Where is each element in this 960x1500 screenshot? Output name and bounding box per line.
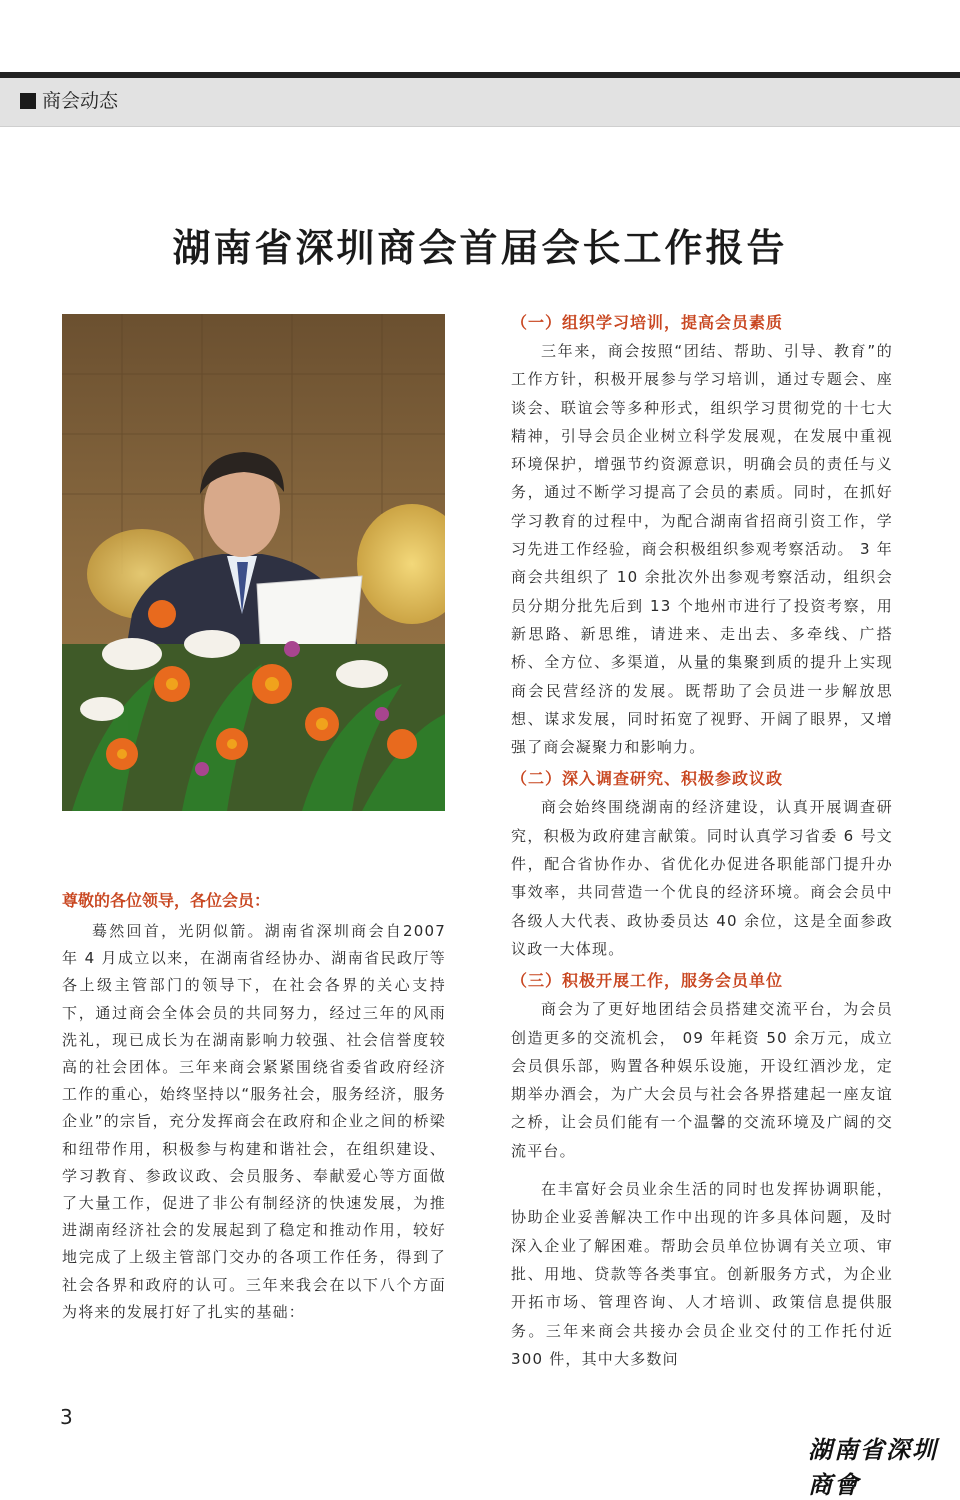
right-column [511,309,893,1373]
article-title: 湖南省深圳商会首届会长工作报告 [172,225,788,271]
section-1-paragraph: 三年来，商会按照“团结、帮助、引导、教育”的工作方针，积极开展参与学习培训，通过专题会、座谈会、联谊会等多种形式，组织学习贯彻党的十七大精神，引导会员企业树立科学发展观，在发展中重视环境保护，增强节约资源意识，明确会员的责任与义务，通过不断学习提高了会员的素质。同时，在抓好学习教育的过程中，为配合湖南省招商引资工作，学习先进工作经验，商会积极组织参观考察活动。 3 年商会共组织了 10 余批次外出参观考察活动，组织会员分期分批先后到 13 个地州市进行了投资考察，用新思路、新思维，请进来、走出去、多牵线、广搭桥、全方位、多渠道，从量的集聚到质的提升上实现商会民营经济的发展。既帮助了会员进一步解放思想、谋求发展，同时拓宽了视野、开阔了眼界，又增强了商会凝聚力和影响力。 [511,342,893,757]
section-heading-1: （一）组织学习培训，提高会员素质 [511,313,784,332]
section-3-paragraph-1: 商会为了更好地团结会员搭建交流平台，为会员创造更多的交流机会， 09 年耗资 50 余万元，成立会员俱乐部，购置各种娱乐设施，开设红酒沙龙，定期举办酒会，为广大会员与社会各界搭建起一座友谊之桥，让会员们能有一个温馨的交流环境及广阔的交流平台。 [511,1000,893,1160]
section-3-paragraph-2: 在丰富好会员业余生活的同时也发挥协调职能，协助企业妥善解决工作中出现的许多具体问题，及时深入企业了解困难。帮助会员单位协调有关立项、审批、用地、贷款等各类事宜。创新服务方式，为企业开拓市场、管理咨询、人才培训、政策信息提供服务。三年来商会共接办会员企业交付的工作托付近 300 件，其中大多数问 [511,1180,893,1368]
salutation: 尊敬的各位领导，各位会员： [62,891,271,910]
intro-paragraph: 蓦然回首，光阴似箭。湖南省深圳商会自2007 年 4 月成立以来，在湖南省经协办、湖南省民政厅等各上级主管部门的领导下，在社会各界的关心支持下，通过商会全体会员的共同努力，经过三年的风雨洗礼，现已成长为在湖南影响力较强、社会信誉度较高的社会团体。三年来商会紧紧围绕省委省政府经济工作的重心，始终坚持以“服务社会，服务经济，服务企业”的宗旨，充分发挥商会在政府和企业之间的桥梁和纽带作用，积极参与构建和谐社会，在组织建设、学习教育、参政议政、会员服务、奉献爱心等方面做了大量工作，促进了非公有制经济的快速发展，为推进湖南经济社会的发展起到了稳定和推动作用，较好地完成了上级主管部门交办的各项工作任务，得到了社会各界和政府的认可。三年来我会在以下八个方面为将来的发展打好了扎实的基础： [62,922,446,1321]
brand-logo-text: 湖南省深圳商會 [808,1435,938,1499]
page-number: 3 [60,1405,73,1429]
speaker-photo [62,314,445,811]
section-heading-2: （二）深入调查研究、积极参政议政 [511,769,784,789]
section-header-band [0,78,960,127]
section-2-paragraph: 商会始终围绕湖南的经济建设，认真开展调查研究，积极为政府建言献策。同时认真学习省委 6 号文件，配合省协作办、省优化办促进各职能部门提升办事效率，共同营造一个优良的经济环境。商会会员中各级人大代表、政协委员达 40 余位，这是全面参政议政一大体现。 [511,798,893,958]
section-square-icon [20,93,36,109]
section-label: 商会动态 [42,90,119,112]
left-column [62,884,446,1326]
section-heading-3: （三）积极开展工作，服务会员单位 [511,971,784,991]
